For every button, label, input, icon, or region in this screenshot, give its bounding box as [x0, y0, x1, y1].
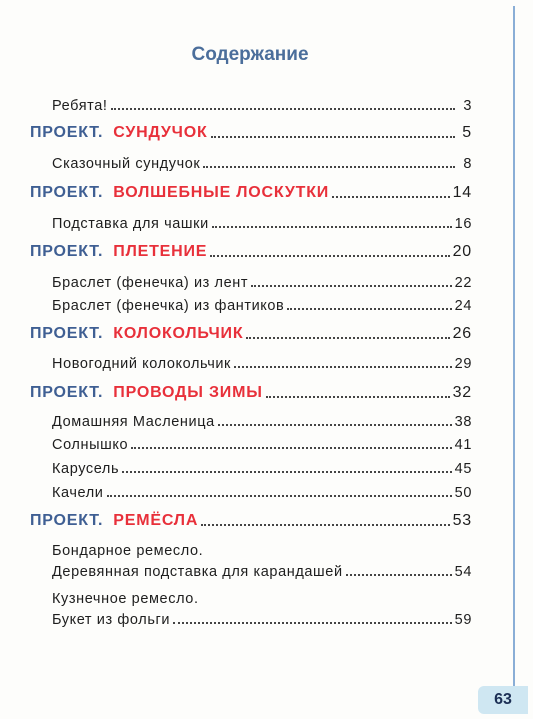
- toc-page-number: 50: [454, 485, 472, 501]
- project-title: ВОЛШЕБНЫЕ ЛОСКУТКИ: [113, 184, 330, 201]
- toc-project-entry[interactable]: [30, 325, 472, 343]
- project-title: КОЛОКОЛЬЧИК: [113, 325, 244, 342]
- toc-page-number: 41: [454, 437, 472, 453]
- toc-entry-label: Браслет (фенечка) из лент: [52, 275, 249, 291]
- toc-entry-label: Домашняя Масленица: [52, 414, 215, 430]
- toc-leader-dots: [131, 447, 452, 449]
- toc-page-number: 22: [454, 275, 472, 291]
- toc-entry-label: Солнышко: [52, 437, 129, 453]
- project-keyword: ПРОЕКТ.: [30, 243, 104, 260]
- toc-page-number: 5: [462, 124, 472, 141]
- toc-entry[interactable]: [52, 298, 472, 314]
- toc-entry[interactable]: [52, 275, 472, 291]
- project-title: СУНДУЧОК: [113, 124, 208, 141]
- toc-project-entry[interactable]: [30, 243, 472, 261]
- toc-entry[interactable]: [52, 216, 472, 232]
- toc-page-number: 14: [452, 184, 472, 201]
- project-keyword: ПРОЕКТ.: [30, 184, 104, 201]
- toc-leader-dots: [107, 495, 452, 497]
- toc-project-entry[interactable]: [30, 384, 472, 402]
- toc-entry-label: Сказочный сундучок: [52, 156, 201, 172]
- toc-entry-label: Ребята!: [52, 98, 108, 114]
- project-keyword: ПРОЕКТ.: [30, 384, 104, 401]
- toc-project-entry[interactable]: [30, 512, 472, 530]
- toc-page-number: 54: [454, 564, 472, 580]
- toc-leader-dots: [173, 622, 452, 624]
- page-number-badge: 63: [478, 686, 528, 714]
- toc-project-entry[interactable]: [30, 124, 472, 142]
- toc-page-number: 16: [454, 216, 472, 232]
- toc-page-number: 3: [463, 98, 472, 114]
- toc-entry[interactable]: [52, 156, 472, 172]
- toc-entry[interactable]: [52, 485, 472, 501]
- toc-entry[interactable]: [52, 612, 472, 628]
- toc-entry[interactable]: [52, 564, 472, 580]
- toc-entry-first-line: Бондарное ремесло.: [52, 543, 204, 559]
- page-title: Содержание: [191, 44, 309, 65]
- toc-entry[interactable]: [52, 414, 472, 430]
- toc-entry-label: Карусель: [52, 461, 120, 477]
- toc-page-number: 38: [454, 414, 472, 430]
- toc-page-number: 8: [463, 156, 472, 172]
- toc-entry-label: Качели: [52, 485, 104, 501]
- toc-entry-first-line: Кузнечное ремесло.: [52, 591, 199, 607]
- toc-leader-dots: [201, 524, 449, 526]
- toc-leader-dots: [246, 337, 449, 339]
- toc-page-number: 32: [452, 384, 472, 401]
- toc-leader-dots: [332, 196, 450, 198]
- toc-leader-dots: [111, 108, 455, 110]
- project-keyword: ПРОЕКТ.: [30, 325, 104, 342]
- toc-project-entry[interactable]: [30, 184, 472, 202]
- toc-entry-label: Деревянная подставка для карандашей: [52, 564, 343, 580]
- toc-page-number: 53: [452, 512, 472, 529]
- toc-entry-label: Браслет (фенечка) из фантиков: [52, 298, 285, 314]
- project-keyword: ПРОЕКТ.: [30, 124, 104, 141]
- toc-entry[interactable]: [52, 461, 472, 477]
- project-title: ПРОВОДЫ ЗИМЫ: [113, 384, 263, 401]
- toc-leader-dots: [203, 166, 455, 168]
- toc-leader-dots: [266, 396, 450, 398]
- toc-entry[interactable]: [52, 437, 472, 453]
- toc-leader-dots: [251, 285, 452, 287]
- toc-leader-dots: [210, 255, 449, 257]
- project-keyword: ПРОЕКТ.: [30, 512, 104, 529]
- toc-leader-dots: [287, 308, 451, 310]
- toc-page-number: 59: [454, 612, 472, 628]
- toc-page-number: 26: [452, 325, 472, 342]
- toc-entry-label: Букет из фольги: [52, 612, 171, 628]
- toc-page-number: 24: [454, 298, 472, 314]
- toc-entry[interactable]: [52, 356, 472, 372]
- toc-leader-dots: [212, 226, 452, 228]
- toc-page-number: 45: [454, 461, 472, 477]
- toc-leader-dots: [218, 424, 452, 426]
- toc-entry-label: Подставка для чашки: [52, 216, 209, 232]
- toc-entry[interactable]: [52, 98, 472, 114]
- toc-leader-dots: [211, 136, 455, 138]
- toc-page-number: 20: [452, 243, 472, 260]
- project-title: ПЛЕТЕНИЕ: [113, 243, 208, 260]
- toc-page-number: 29: [454, 356, 472, 372]
- toc-entry-label: Новогодний колокольчик: [52, 356, 231, 372]
- toc-leader-dots: [234, 366, 452, 368]
- project-title: РЕМЁСЛА: [113, 512, 199, 529]
- toc-leader-dots: [122, 471, 452, 473]
- toc-leader-dots: [346, 574, 452, 576]
